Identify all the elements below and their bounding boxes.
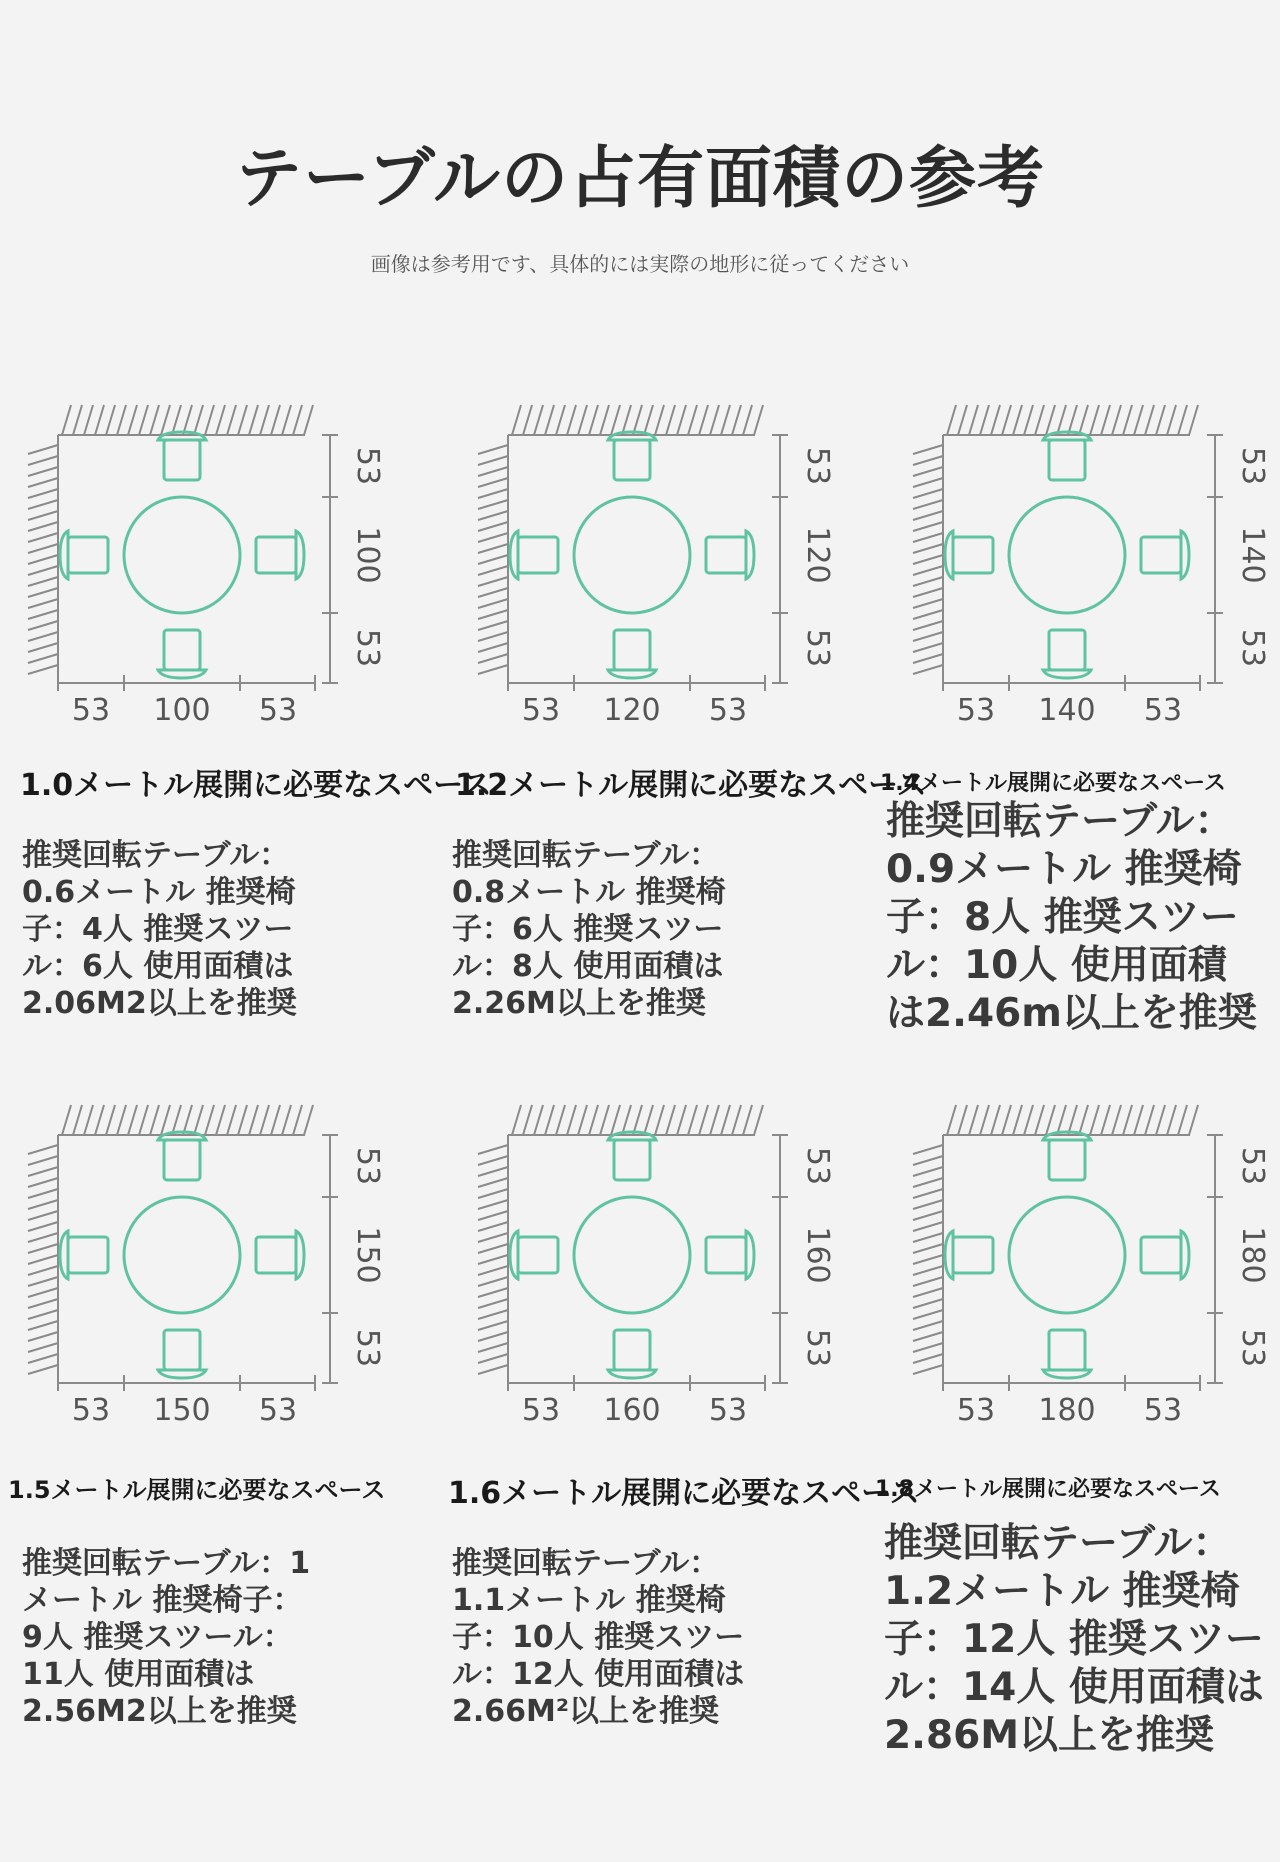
table-size-label: 160 [603, 1393, 661, 1428]
panel-heading: 1.0メートル展開に必要なスペース [20, 768, 492, 803]
side-clearance-label: 53 [708, 1393, 748, 1428]
table-circle [574, 497, 690, 613]
dimension-line-vertical [772, 1135, 788, 1383]
side-clearance-label: 53 [521, 693, 561, 728]
panel-description: 推奨回転テーブル：0.6メートル 推奨椅子：4人 推奨スツール：6人 使用面積は2.06M2以上を推奨 [22, 838, 297, 1021]
chair-icon [945, 531, 993, 579]
panel-heading: 1.5メートル展開に必要なスペース [8, 1476, 386, 1504]
table-size-label: 100 [153, 693, 211, 728]
chair-icon [256, 531, 304, 579]
side-clearance-label: 53 [1143, 693, 1183, 728]
chair-icon [158, 432, 206, 480]
chair-icon [1141, 531, 1189, 579]
table-circle [574, 1197, 690, 1313]
table-size-label: 120 [603, 693, 661, 728]
panel-description: 推奨回転テーブル：1.2メートル 推奨椅子：12人 推奨スツール：14人 使用面積は2.86M以上を推奨 [884, 1521, 1264, 1758]
chair-icon [158, 1132, 206, 1180]
side-clearance-label: 53 [708, 693, 748, 728]
chair-icon [158, 630, 206, 678]
side-clearance-label: 53 [800, 446, 835, 486]
side-clearance-label: 53 [350, 446, 385, 486]
side-clearance-label: 53 [71, 693, 111, 728]
wall-hatch [28, 405, 313, 678]
chair-icon [1043, 630, 1091, 678]
wall-hatch [913, 405, 1198, 678]
table-diagram [470, 1100, 835, 1430]
panel-description: 推奨回転テーブル：1メートル 推奨椅子：9人 推奨スツール：11人 使用面積は2.56M2以上を推奨 [22, 1546, 311, 1729]
side-clearance-label: 53 [1235, 446, 1270, 486]
side-clearance-label: 53 [800, 1146, 835, 1186]
side-clearance-label: 53 [350, 1146, 385, 1186]
wall-hatch [478, 405, 763, 678]
chair-icon [1043, 1330, 1091, 1378]
side-clearance-label: 53 [258, 1393, 298, 1428]
wall-hatch [478, 1105, 763, 1378]
dimension-line-vertical [322, 1135, 338, 1383]
wall-hatch [913, 1105, 1198, 1378]
side-clearance-label: 53 [800, 1328, 835, 1368]
side-clearance-label: 53 [956, 1393, 996, 1428]
table-size-label: 180 [1235, 1226, 1270, 1284]
table-diagram [905, 400, 1270, 730]
chair-icon [945, 1231, 993, 1279]
chair-icon [608, 630, 656, 678]
table-size-label: 140 [1038, 693, 1096, 728]
page-title: テーブルの占有面積の参考 [235, 139, 1045, 217]
chair-icon [60, 1231, 108, 1279]
side-clearance-label: 53 [71, 1393, 111, 1428]
dimension-line-vertical [772, 435, 788, 683]
side-clearance-label: 53 [350, 628, 385, 668]
side-clearance-label: 53 [1235, 1328, 1270, 1368]
chair-icon [1043, 432, 1091, 480]
wall-hatch [28, 1105, 313, 1378]
side-clearance-label: 53 [258, 693, 298, 728]
chair-icon [510, 531, 558, 579]
panel-heading: 1.4メートル展開に必要なスペース [880, 771, 1226, 796]
table-diagram [905, 1100, 1270, 1430]
table-size-label: 120 [800, 526, 835, 584]
table-size-label: 150 [350, 1226, 385, 1284]
table-diagram [20, 400, 385, 730]
page-subtitle: 画像は参考用です、具体的には実際の地形に従ってください [370, 252, 910, 276]
panel-heading: 1.2メートル展開に必要なスペース [455, 768, 927, 803]
table-diagram [20, 1100, 385, 1430]
side-clearance-label: 53 [1143, 1393, 1183, 1428]
chair-icon [158, 1330, 206, 1378]
side-clearance-label: 53 [1235, 1146, 1270, 1186]
table-diagram [470, 400, 835, 730]
table-circle [1009, 1197, 1125, 1313]
side-clearance-label: 53 [956, 693, 996, 728]
chair-icon [608, 1132, 656, 1180]
table-size-label: 140 [1235, 526, 1270, 584]
side-clearance-label: 53 [1235, 628, 1270, 668]
panel-description: 推奨回転テーブル：1.1メートル 推奨椅子：10人 推奨スツール：12人 使用面積は2.66M²以上を推奨 [452, 1546, 745, 1729]
chair-icon [608, 1330, 656, 1378]
panel-heading: 1.6メートル展開に必要なスペース [448, 1476, 920, 1511]
chair-icon [256, 1231, 304, 1279]
table-circle [124, 1197, 240, 1313]
table-size-label: 180 [1038, 1393, 1096, 1428]
chair-icon [706, 531, 754, 579]
panel-description: 推奨回転テーブル：0.9メートル 推奨椅子：8人 推奨スツール：10人 使用面積は2.46m以上を推奨 [886, 799, 1257, 1036]
side-clearance-label: 53 [521, 1393, 561, 1428]
panel-description: 推奨回転テーブル：0.8メートル 推奨椅子：6人 推奨スツール：8人 使用面積は2.26M以上を推奨 [452, 838, 726, 1021]
table-size-label: 150 [153, 1393, 211, 1428]
chair-icon [1043, 1132, 1091, 1180]
chair-icon [608, 432, 656, 480]
table-size-label: 100 [350, 526, 385, 584]
chair-icon [706, 1231, 754, 1279]
chair-icon [1141, 1231, 1189, 1279]
side-clearance-label: 53 [350, 1328, 385, 1368]
table-size-label: 160 [800, 1226, 835, 1284]
dimension-line-vertical [1207, 435, 1223, 683]
chair-icon [60, 531, 108, 579]
dimension-line-vertical [322, 435, 338, 683]
table-circle [1009, 497, 1125, 613]
side-clearance-label: 53 [800, 628, 835, 668]
panel-heading: 1.8メートル展開に必要なスペース [875, 1477, 1221, 1502]
chair-icon [510, 1231, 558, 1279]
dimension-line-vertical [1207, 1135, 1223, 1383]
table-circle [124, 497, 240, 613]
